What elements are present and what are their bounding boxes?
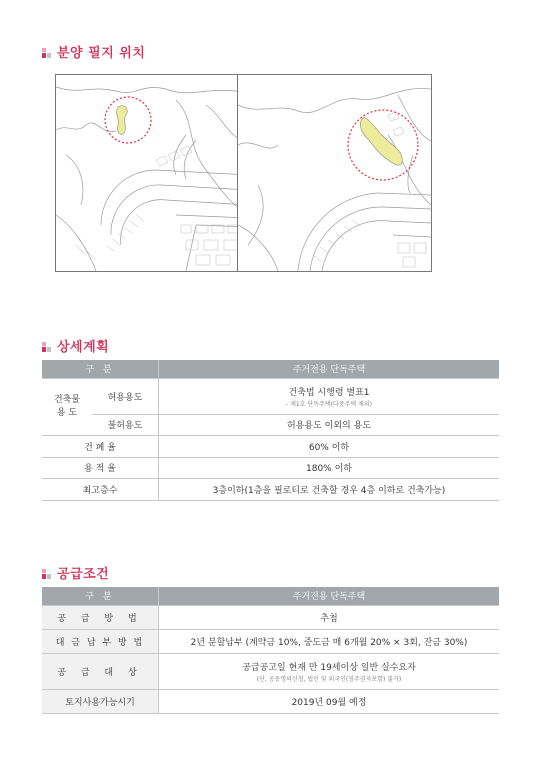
row-value: 60% 이하 — [159, 435, 500, 457]
row-label: 최고층수 — [42, 478, 159, 500]
row-group-label: 건축물 용 도 — [42, 378, 92, 435]
row-value: 허용용도 이외의 용도 — [159, 414, 500, 435]
row-value — [159, 653, 500, 689]
row-label: 불허용도 — [92, 414, 159, 435]
table-row — [42, 689, 499, 713]
table-header-type: 주거전용 단독주택 — [159, 360, 500, 378]
row-value: 180% 이하 — [159, 457, 500, 478]
section-marker-icon — [42, 342, 51, 352]
table-row — [42, 435, 499, 457]
detail-plan-table — [42, 360, 499, 501]
location-circle — [105, 97, 151, 143]
section-title-detail-plan — [42, 336, 109, 355]
site-map-right — [237, 74, 432, 272]
section-title-text: 분양 필지 위치 — [57, 46, 146, 61]
table-header-category: 구 분 — [42, 587, 159, 605]
table-row — [42, 414, 499, 435]
row-value: 2년 분할납부 (계약금 10%, 중도금 매 6개월 20% × 3회, 잔금 30%) — [159, 629, 500, 653]
site-map-drawing — [56, 75, 249, 271]
row-label: 대 금 납 부 방 법 — [42, 629, 159, 653]
row-label: 허용용도 — [92, 378, 159, 414]
section-title-text: 공급조건 — [57, 567, 110, 582]
table-row — [42, 629, 499, 653]
row-value-text: 공급공고일 현재 만 19세이상 일반 실수요자 — [242, 662, 416, 673]
highlighted-lot — [360, 117, 402, 165]
row-value: 2019년 09월 예정 — [159, 689, 500, 713]
table-row — [42, 457, 499, 478]
row-label: 용 적 율 — [42, 457, 159, 478]
section-title-supply-conditions — [42, 563, 109, 582]
section-title-location — [42, 42, 145, 61]
row-label: 공 급 방 법 — [42, 605, 159, 629]
table-row — [42, 378, 499, 414]
section-marker-icon — [42, 569, 51, 579]
highlighted-lot — [117, 106, 128, 135]
row-label: 토지사용가능시기 — [42, 689, 159, 713]
table-header-category: 구 분 — [42, 360, 159, 378]
table-row — [42, 478, 499, 500]
row-note: - 제1호 단독주택(다중주택 제외) — [286, 400, 372, 408]
site-map-left — [55, 74, 250, 272]
row-value — [159, 378, 500, 414]
section-marker-icon — [42, 48, 51, 58]
row-label: 건 폐 율 — [42, 435, 159, 457]
row-value: 추첨 — [159, 605, 500, 629]
table-row — [42, 653, 499, 689]
section-title-text: 상세계획 — [57, 340, 110, 355]
row-value-text: 건축법 시행령 별표1 — [288, 387, 370, 398]
table-header-type: 주거전용 단독주택 — [159, 587, 500, 605]
site-map-drawing — [238, 75, 431, 271]
table-row — [42, 605, 499, 629]
supply-conditions-table — [42, 587, 499, 714]
row-note: (단, 공동명의신청, 법인 및 외국인(영주권자포함) 불가) — [256, 675, 402, 683]
row-label: 공 급 대 상 — [42, 653, 159, 689]
row-value: 3층이하(1층을 필로티로 건축할 경우 4층 이하로 건축가능) — [159, 478, 500, 500]
